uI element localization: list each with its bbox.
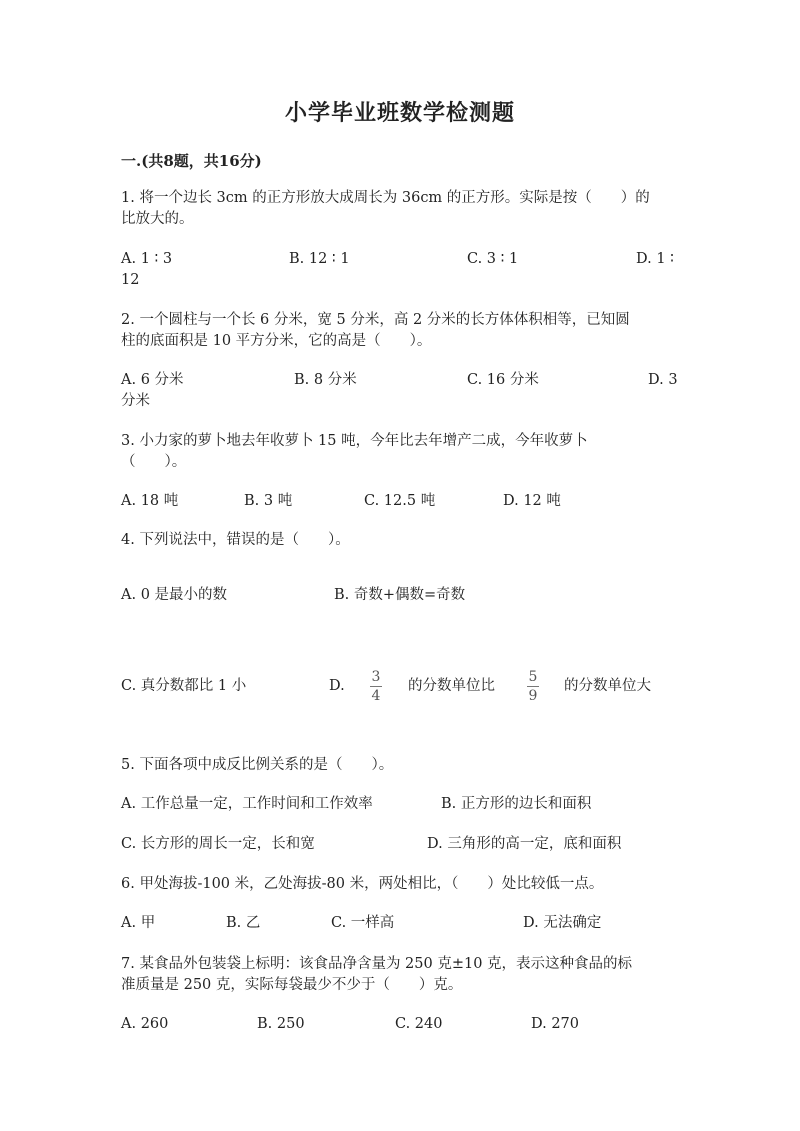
question-4-option-d[interactable]: D. bbox=[329, 678, 345, 694]
question-6-option-b[interactable]: B. 乙 bbox=[226, 915, 261, 931]
page-title: 小学毕业班数学检测题 bbox=[284, 100, 515, 126]
fraction-numerator: 5 bbox=[528, 669, 538, 685]
question-6-option-d[interactable]: D. 无法确定 bbox=[523, 915, 602, 931]
question-1-option-d[interactable]: D. 1 ∶ bbox=[636, 251, 674, 267]
question-4-option-d-end: 的分数单位大 bbox=[564, 678, 651, 694]
question-1-stem bbox=[121, 188, 681, 230]
question-2-stem bbox=[121, 310, 681, 352]
question-7-option-c[interactable]: C. 240 bbox=[395, 1016, 443, 1032]
section-heading: 一.(共8题，共16分) bbox=[121, 152, 262, 170]
question-1-option-b[interactable]: B. 12 ∶ 1 bbox=[289, 251, 350, 267]
question-2-option-a[interactable]: A. 6 分米 bbox=[121, 372, 184, 388]
question-7-option-d[interactable]: D. 270 bbox=[531, 1016, 580, 1032]
fraction-numerator: 3 bbox=[371, 669, 381, 685]
question-1-line-1: 1. 将一个边长 3cm 的正方形放大成周长为 36cm 的正方形。实际是按（ ）的 bbox=[121, 190, 650, 206]
question-6-option-c[interactable]: C. 一样高 bbox=[331, 915, 395, 931]
question-1-option-c[interactable]: C. 3 ∶ 1 bbox=[467, 251, 519, 267]
question-3-option-d[interactable]: D. 12 吨 bbox=[503, 493, 561, 509]
question-3-option-a[interactable]: A. 18 吨 bbox=[121, 493, 179, 509]
question-4-option-a[interactable]: A. 0 是最小的数 bbox=[121, 587, 228, 603]
question-2-option-d[interactable]: D. 3 bbox=[648, 372, 678, 388]
question-2-line-1: 2. 一个圆柱与一个长 6 分米，宽 5 分米，高 2 分米的长方体体积相等，已知圆 bbox=[121, 312, 630, 328]
question-5-stem: 5. 下面各项中成反比例关系的是（ ）。 bbox=[121, 757, 394, 773]
question-5-option-a[interactable]: A. 工作总量一定，工作时间和工作效率 bbox=[121, 796, 373, 812]
question-3-stem bbox=[121, 431, 681, 473]
question-2-option-b[interactable]: B. 8 分米 bbox=[294, 372, 357, 388]
question-3-option-c[interactable]: C. 12.5 吨 bbox=[364, 493, 436, 509]
question-4-stem: 4. 下列说法中，错误的是（ ）。 bbox=[121, 532, 350, 548]
question-7-stem bbox=[121, 954, 681, 996]
question-2-line-2: 柱的底面积是 10 平方分米，它的高是（ ）。 bbox=[121, 333, 432, 349]
question-4-option-d-middle: 的分数单位比 bbox=[408, 678, 495, 694]
question-7-line-2: 准质量是 250 克，实际每袋最少不少于（ ）克。 bbox=[121, 977, 463, 993]
question-1-option-d-wrap: 12 bbox=[121, 272, 140, 288]
fraction-denominator: 9 bbox=[528, 688, 538, 704]
fraction-three-quarters bbox=[368, 670, 384, 703]
question-6-option-a[interactable]: A. 甲 bbox=[121, 915, 156, 931]
question-3-option-b[interactable]: B. 3 吨 bbox=[244, 493, 293, 509]
question-3-line-1: 3. 小力家的萝卜地去年收萝卜 15 吨，今年比去年增产二成，今年收萝卜 bbox=[121, 433, 588, 449]
question-7-option-a[interactable]: A. 260 bbox=[121, 1016, 169, 1032]
question-5-option-c[interactable]: C. 长方形的周长一定，长和宽 bbox=[121, 836, 315, 852]
question-7-option-b[interactable]: B. 250 bbox=[257, 1016, 305, 1032]
fraction-five-ninths bbox=[525, 670, 541, 703]
question-5-option-b[interactable]: B. 正方形的边长和面积 bbox=[441, 796, 592, 812]
question-1-line-2: 比放大的。 bbox=[121, 211, 194, 227]
question-3-line-2: （ ）。 bbox=[121, 454, 187, 470]
question-6-stem: 6. 甲处海拔-100 米，乙处海拔-80 米，两处相比，（ ）处比较低一点。 bbox=[121, 876, 604, 892]
question-7-line-1: 7. 某食品外包装袋上标明：该食品净含量为 250 克±10 克，表示这种食品的标 bbox=[121, 956, 633, 972]
question-2-option-c[interactable]: C. 16 分米 bbox=[467, 372, 539, 388]
question-4-option-c[interactable]: C. 真分数都比 1 小 bbox=[121, 678, 247, 694]
question-1-option-a[interactable]: A. 1 ∶ 3 bbox=[121, 251, 173, 267]
fraction-denominator: 4 bbox=[371, 688, 381, 704]
question-5-option-d[interactable]: D. 三角形的高一定，底和面积 bbox=[427, 836, 622, 852]
question-4-option-b[interactable]: B. 奇数+偶数=奇数 bbox=[334, 587, 466, 603]
question-2-option-d-wrap: 分米 bbox=[121, 393, 150, 409]
